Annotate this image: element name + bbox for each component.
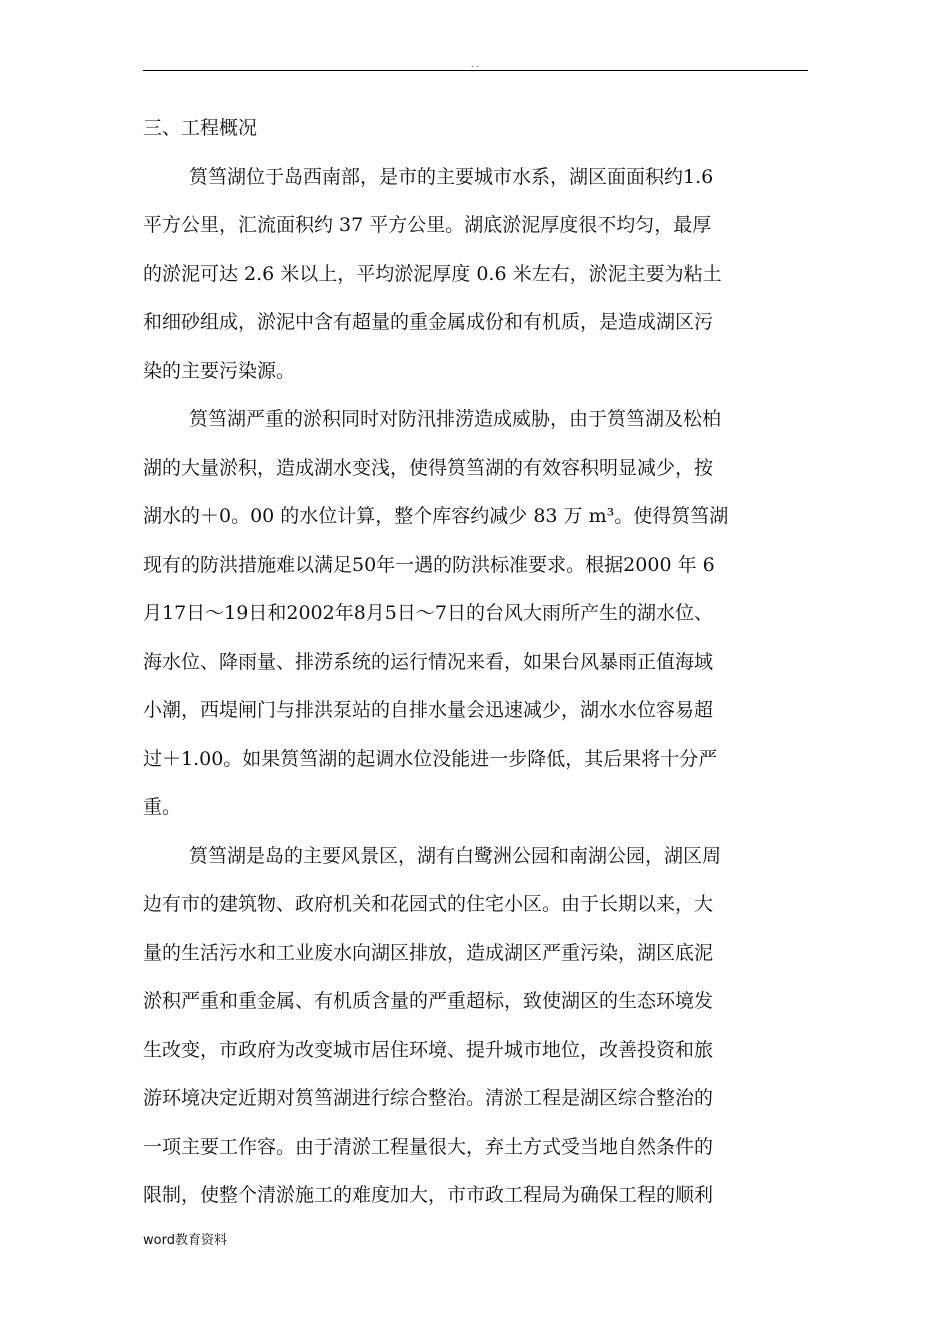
paragraph-line: 一项主要工作容。由于清淤工程量很大，弃土方式受当地自然条件的 xyxy=(143,1135,714,1158)
paragraph-line: 筼筜湖是岛的主要风景区，湖有白鹭洲公园和南湖公园，湖区周 xyxy=(189,844,722,867)
document-body xyxy=(143,104,815,1220)
paragraph-lake-overview xyxy=(143,153,815,396)
paragraph-line: 淤积严重和重金属、有机质含量的严重超标，致使湖区的生态环境发 xyxy=(143,990,714,1012)
paragraph-flood-risk xyxy=(143,395,815,832)
paragraph-line: 量的生活污水和工业废水向湖区排放，造成湖区严重污染，湖区底泥 xyxy=(143,941,714,964)
section-heading: 三、工程概况 xyxy=(143,117,258,139)
paragraph-line: 海水位、降雨量、排涝系统的运行情况来看，如果台风暴雨正值海域 xyxy=(143,650,714,673)
paragraph-line: 游环境决定近期对筼筜湖进行综合整治。清淤工程是湖区综合整治的 xyxy=(143,1087,714,1109)
paragraph-line: 筼筜湖严重的淤积同时对防汛排涝造成威胁，由于筼筜湖及松柏 xyxy=(189,408,722,430)
paragraph-line: 小潮，西堤闸门与排洪泵站的自排水量会迅速减少，湖水水位容易超 xyxy=(143,699,714,721)
paragraph-line: 过＋1.00。如果筼筜湖的起调水位没能进一步降低，其后果将十分严 xyxy=(143,747,718,770)
paragraph-line: 的淤泥可达 2.6 米以上，平均淤泥厚度 0.6 米左右，淤泥主要为粘土 xyxy=(143,262,722,285)
paragraph-line: 生改变，市政府为改变城市居住环境、提升城市地位，改善投资和旅 xyxy=(143,1038,714,1061)
paragraph-line: 现有的防洪措施难以满足50年一遇的防洪标准要求。根据2000 年 6 xyxy=(143,553,715,576)
paragraph-line: 染的主要污染源。 xyxy=(143,359,296,382)
paragraph-line: 湖水的＋0。00 的水位计算，整个库容约减少 83 万 m³。使得筼筜湖 xyxy=(143,505,729,527)
footer-label: word教育资料 xyxy=(143,1233,227,1248)
paragraph-line: 湖的大量淤积，造成湖水变浅，使得筼筜湖的有效容积明显减少，按 xyxy=(143,456,714,479)
header-rule xyxy=(143,70,808,71)
paragraph-scenic-area xyxy=(143,832,815,1220)
paragraph-line: 月17日～19日和2002年8月5日～7日的台风大雨所产生的湖水位、 xyxy=(143,602,713,624)
paragraph-line: 平方公里，汇流面积约 37 平方公里。湖底淤泥厚度很不均匀，最厚 xyxy=(143,214,712,236)
paragraph-line: 限制，使整个清淤施工的难度加大，市市政工程局为确保工程的顺利 xyxy=(143,1184,714,1206)
paragraph-line: 边有市的建筑物、政府机关和花园式的住宅小区。由于长期以来，大 xyxy=(143,893,714,915)
header-dots: . . xyxy=(470,59,480,70)
paragraph-line: 和细砂组成，淤泥中含有超量的重金属成份和有机质，是造成湖区污 xyxy=(143,311,714,333)
paragraph-line: 筼筜湖位于岛西南部，是市的主要城市水系，湖区面面积约1.6 xyxy=(189,165,714,188)
paragraph-line: 重。 xyxy=(143,796,182,818)
